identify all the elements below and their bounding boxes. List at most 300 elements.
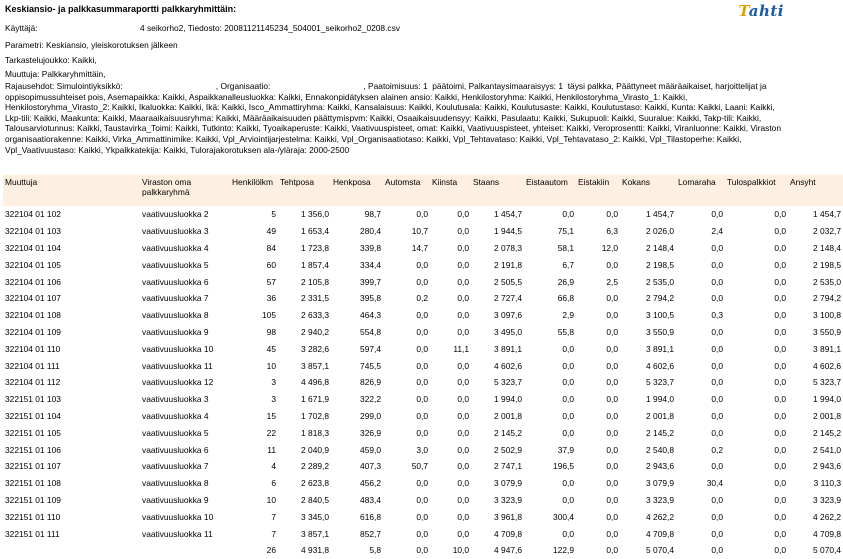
value-cell: 3 323,9 [813, 494, 841, 505]
value-cell: 26 [266, 545, 276, 556]
value-cell: 3 079,9 [494, 478, 522, 489]
value-cell: 0,0 [416, 528, 428, 539]
value-cell: 0,0 [457, 209, 469, 220]
value-cell: 280,4 [360, 226, 381, 237]
value-cell: 2,4 [711, 226, 723, 237]
row-group-cell [140, 542, 230, 559]
value-cell: 3 097,6 [494, 310, 522, 321]
row-code-cell: 322104 01 110 [5, 343, 61, 354]
row-code-cell: 322104 01 108 [5, 310, 61, 321]
value-cell: 0,0 [416, 427, 428, 438]
value-cell: 58,1 [557, 242, 574, 253]
table-row [3, 273, 843, 290]
table-row [3, 458, 843, 475]
value-cell: 0,0 [774, 511, 786, 522]
column-header: Eistakiin [576, 175, 620, 206]
value-cell: 483,4 [360, 494, 381, 505]
value-cell: 0,0 [774, 444, 786, 455]
row-code-cell: 322151 01 108 [5, 478, 61, 489]
value-cell: 4 602,6 [646, 360, 674, 371]
value-cell: 597,4 [360, 343, 381, 354]
row-group-cell: vaativuusluokka 3 [142, 226, 209, 237]
filter-conditions: Rajausehdot: Simulointiyksikkö: , Organisaatio: , Paatoimisuus: 1 päätoimi, Palkantaysimaaraisyys: 1 täysi palkka, Päättyneet määräaikaiset, harjoittelijat ja oppisopimussuhteiset pois, Asemapaikka: Kaikki, Aspaikkanalleusluokka: Kaikki, Ennakonpidätyksen alainen ansio: Kaikki, Henkilostoryhma: Kaikki, Henkilostoryhma_Virasto_1: Kaikki, Henkilostoryhma_Virasto_2: Kaikki, Ikaluokka: Kaikki, Ikä: Kaikki, Isco_Ammattiryhma: Kaikki, Kansalaisuus: Kaikki, Koulutusala: Kaikki, Koulutusaste: Kaikki, Koulutustaso: Kaikki, Kunta: Kaikki, Laani: Kaikki, Lkp-tili: Kaikki, Maakunta: Kaikki, Maaraaikaisuusryhma: Kaikki, Määräaikaisuuden päättymispvm: Kaikki, Osaaikaisuudensyy: Kaikki, Pasulaatu: Kaikki, Sukupuoli: Kaikki, Suuralue: Kaikki, Takp-tili: Kaikki, Talousarviotunnus: Kaikki, Taustavirka_Toimi: Kaikki, Tutkinto: Kaikki, Tyoaikaperuste: Kaikki, Vaativuuspisteet, omat: Kaikki, Vaativuuspisteet, yhteiset: Kaikki, Veroprosentti: Kaikki, Viranluonne: Kaikki, Viraston organisaatiorakenne: Kaikki, Virka_Ammattinimike: Kaikki, Vpl_Arviointijarjestelma: Kaikki, Vpl_Organisaatiotaso: Kaikki, Vpl_Tehtavataso: Kaikki, Vpl_Tehtavataso_2: Kaikki, Vpl_Tilastoperhe: Kaikki, Vpl_Vaativuustaso: Kaikki, Ykpalkkatekija: Kaikki, Tulorajakorotuksen ala-/yläraja: 2000-2500 [5, 81, 784, 155]
value-cell: 0,0 [711, 360, 723, 371]
value-cell: 0,0 [606, 528, 618, 539]
value-cell: 0,0 [562, 209, 574, 220]
table-row [3, 441, 843, 458]
value-cell: 4 709,8 [813, 528, 841, 539]
value-cell: 7 [271, 528, 276, 539]
value-cell: 0,0 [562, 343, 574, 354]
value-cell: 15 [266, 410, 276, 421]
value-cell: 3 [271, 377, 276, 388]
value-cell: 0,0 [562, 377, 574, 388]
row-code-cell: 322104 01 106 [5, 276, 61, 287]
value-cell: 1 356,0 [301, 209, 329, 220]
table-row [3, 525, 843, 542]
value-cell: 4 496,8 [301, 377, 329, 388]
row-group-cell: vaativuusluokka 4 [142, 242, 209, 253]
table-row [3, 542, 843, 559]
user-label: Käyttäjä: [5, 23, 38, 33]
value-cell: 196,5 [553, 461, 574, 472]
value-cell: 7 [271, 511, 276, 522]
column-header: Tulospalkkiot [725, 175, 788, 206]
value-cell: 3 079,9 [646, 478, 674, 489]
column-header: Henkilölkm [230, 175, 278, 206]
value-cell: 3,0 [416, 444, 428, 455]
table-row [3, 206, 843, 223]
column-header: Henkposa [331, 175, 383, 206]
value-cell: 0,0 [457, 494, 469, 505]
value-cell: 0,0 [774, 242, 786, 253]
table-row [3, 324, 843, 341]
value-cell: 2 505,5 [494, 276, 522, 287]
value-cell: 4 931,8 [301, 545, 329, 556]
value-cell: 0,0 [606, 326, 618, 337]
value-cell: 3 550,9 [813, 326, 841, 337]
row-code-cell: 322151 01 105 [5, 427, 61, 438]
row-code-cell: 322151 01 104 [5, 410, 61, 421]
row-group-cell: vaativuusluokka 9 [142, 326, 209, 337]
value-cell: 0,0 [774, 427, 786, 438]
value-cell: 0,0 [416, 478, 428, 489]
row-code-cell [3, 542, 140, 559]
value-cell: 36 [266, 293, 276, 304]
value-cell: 11,1 [453, 343, 469, 354]
value-cell: 3 100,5 [646, 310, 674, 321]
value-cell: 1 994,0 [646, 394, 674, 405]
value-cell: 0,0 [562, 528, 574, 539]
value-cell: 14,7 [411, 242, 428, 253]
value-cell: 0,0 [711, 293, 723, 304]
table-row [3, 391, 843, 408]
value-cell: 2 001,8 [494, 410, 522, 421]
column-header: Viraston oma palkkaryhmä [140, 175, 230, 206]
value-cell: 407,3 [360, 461, 381, 472]
value-cell: 50,7 [411, 461, 428, 472]
value-cell: 2 145,2 [813, 427, 841, 438]
value-cell: 1 944,5 [494, 226, 522, 237]
value-cell: 0,0 [774, 410, 786, 421]
row-group-cell: vaativuusluokka 7 [142, 461, 209, 472]
value-cell: 0,0 [606, 343, 618, 354]
report-title: Keskiansio- ja palkkasummaraportti palkkaryhmittäin: [5, 4, 237, 14]
value-cell: 0,0 [457, 478, 469, 489]
value-cell: 2 727,4 [494, 293, 522, 304]
value-cell: 4 [271, 461, 276, 472]
table-row [3, 340, 843, 357]
value-cell: 334,4 [360, 259, 381, 270]
value-cell: 0,0 [457, 276, 469, 287]
value-cell: 0,0 [711, 326, 723, 337]
value-cell: 2 794,2 [813, 293, 841, 304]
value-cell: 1 702,8 [301, 410, 329, 421]
value-cell: 4 602,6 [494, 360, 522, 371]
row-code-cell: 322104 01 109 [5, 326, 61, 337]
value-cell: 2 198,5 [646, 259, 674, 270]
value-cell: 322,2 [360, 394, 381, 405]
value-cell: 0,0 [457, 242, 469, 253]
value-cell: 3 891,1 [813, 343, 841, 354]
row-group-cell: vaativuusluokka 8 [142, 310, 209, 321]
value-cell: 0,0 [457, 360, 469, 371]
value-cell: 98,7 [364, 209, 381, 220]
value-cell: 0,0 [457, 226, 469, 237]
value-cell: 2 540,8 [646, 444, 674, 455]
value-cell: 826,9 [360, 377, 381, 388]
value-cell: 3 282,6 [301, 343, 329, 354]
value-cell: 0,0 [711, 343, 723, 354]
value-cell: 66,8 [557, 293, 574, 304]
value-cell: 0,0 [416, 343, 428, 354]
value-cell: 3 495,0 [494, 326, 522, 337]
row-code-cell: 322104 01 107 [5, 293, 61, 304]
value-cell: 2 535,0 [646, 276, 674, 287]
value-cell: 745,5 [360, 360, 381, 371]
value-cell: 2 078,3 [494, 242, 522, 253]
value-cell: 5 323,7 [813, 377, 841, 388]
value-cell: 0,0 [606, 478, 618, 489]
value-cell: 0,0 [457, 377, 469, 388]
value-cell: 2 331,5 [301, 293, 329, 304]
value-cell: 6,7 [562, 259, 574, 270]
row-code-cell: 322104 01 103 [5, 226, 61, 237]
row-group-cell: vaativuusluokka 7 [142, 293, 209, 304]
value-cell: 4 709,8 [494, 528, 522, 539]
table-row [3, 240, 843, 257]
value-cell: 0,0 [711, 461, 723, 472]
value-cell: 0,0 [711, 242, 723, 253]
value-cell: 0,0 [457, 394, 469, 405]
value-cell: 0,0 [457, 326, 469, 337]
row-group-cell: vaativuusluokka 9 [142, 494, 209, 505]
value-cell: 3 323,9 [494, 494, 522, 505]
column-header: Ansyht [788, 175, 843, 206]
value-cell: 2 943,6 [646, 461, 674, 472]
value-cell: 2,9 [562, 310, 574, 321]
value-cell: 0,0 [606, 377, 618, 388]
value-cell: 0,0 [606, 360, 618, 371]
table-row [3, 492, 843, 509]
value-cell: 0,0 [606, 511, 618, 522]
value-cell: 0,0 [774, 326, 786, 337]
value-cell: 0,0 [774, 394, 786, 405]
value-cell: 0,0 [457, 427, 469, 438]
user-row [5, 23, 38, 33]
value-cell: 0,0 [457, 310, 469, 321]
value-cell: 554,8 [360, 326, 381, 337]
value-cell: 1 454,7 [646, 209, 674, 220]
value-cell: 0,0 [606, 444, 618, 455]
value-cell: 0,0 [457, 461, 469, 472]
value-cell: 0,0 [416, 511, 428, 522]
value-cell: 0,0 [562, 494, 574, 505]
table-body [3, 206, 843, 559]
value-cell: 0,0 [416, 326, 428, 337]
value-cell: 2 535,0 [813, 276, 841, 287]
value-cell: 98 [266, 326, 276, 337]
column-header: Kiinsta [430, 175, 471, 206]
value-cell: 852,7 [360, 528, 381, 539]
value-cell: 3 323,9 [646, 494, 674, 505]
value-cell: 0,0 [774, 343, 786, 354]
value-cell: 0,0 [774, 494, 786, 505]
value-cell: 0,0 [606, 259, 618, 270]
value-cell: 0,0 [774, 461, 786, 472]
value-cell: 5,8 [369, 545, 381, 556]
value-cell: 0,0 [606, 545, 618, 556]
value-cell: 2 289,2 [301, 461, 329, 472]
value-cell: 0,0 [416, 545, 428, 556]
row-code-cell: 322104 01 102 [5, 209, 61, 220]
value-cell: 2 145,2 [494, 427, 522, 438]
value-cell: 0,0 [711, 427, 723, 438]
value-cell: 3 550,9 [646, 326, 674, 337]
row-group-cell: vaativuusluokka 10 [142, 343, 214, 354]
value-cell: 37,9 [557, 444, 574, 455]
value-cell: 0,0 [457, 259, 469, 270]
value-cell: 0,0 [711, 528, 723, 539]
column-header: Eistaautom [524, 175, 576, 206]
value-cell: 75,1 [557, 226, 574, 237]
value-cell: 45 [266, 343, 276, 354]
value-cell: 2 145,2 [646, 427, 674, 438]
row-group-cell: vaativuusluokka 4 [142, 410, 209, 421]
value-cell: 0,0 [774, 310, 786, 321]
row-group-cell: vaativuusluokka 6 [142, 444, 209, 455]
value-cell: 10 [266, 360, 276, 371]
value-cell: 2 840,5 [301, 494, 329, 505]
value-cell: 0,0 [416, 209, 428, 220]
value-cell: 0,0 [457, 410, 469, 421]
column-header: Muuttuja [3, 175, 140, 206]
row-code-cell: 322104 01 104 [5, 242, 61, 253]
value-cell: 2 026,0 [646, 226, 674, 237]
value-cell: 0,0 [457, 511, 469, 522]
target-group-line: Tarkastelujoukko: Kaikki, [5, 55, 97, 65]
value-cell: 12,0 [601, 242, 618, 253]
value-cell: 0,0 [606, 310, 618, 321]
table-row [3, 357, 843, 374]
value-cell: 11 [267, 444, 276, 455]
value-cell: 6 [271, 478, 276, 489]
column-header: Kokans [620, 175, 676, 206]
table-row [3, 508, 843, 525]
value-cell: 0,0 [711, 494, 723, 505]
value-cell: 0,3 [711, 310, 723, 321]
table-header-row [3, 175, 843, 206]
row-code-cell: 322151 01 110 [5, 511, 61, 522]
value-cell: 2 148,4 [646, 242, 674, 253]
value-cell: 0,0 [774, 293, 786, 304]
value-cell: 0,0 [562, 427, 574, 438]
value-cell: 30,4 [706, 478, 723, 489]
value-cell: 459,0 [360, 444, 381, 455]
value-cell: 0,0 [711, 511, 723, 522]
value-cell: 0,2 [711, 444, 723, 455]
value-cell: 55,8 [557, 326, 574, 337]
row-group-cell: vaativuusluokka 12 [142, 377, 214, 388]
value-cell: 3 [271, 394, 276, 405]
value-cell: 5 323,7 [646, 377, 674, 388]
value-cell: 22 [266, 427, 276, 438]
table-row [3, 307, 843, 324]
value-cell: 2 001,8 [646, 410, 674, 421]
value-cell: 3 100,8 [813, 310, 841, 321]
row-code-cell: 322104 01 112 [5, 377, 61, 388]
value-cell: 2 541,0 [813, 444, 841, 455]
column-header: Automsta [383, 175, 430, 206]
row-group-cell: vaativuusluokka 2 [142, 209, 209, 220]
value-cell: 300,4 [553, 511, 574, 522]
value-cell: 5 [271, 209, 276, 220]
table-row [3, 475, 843, 492]
value-cell: 395,8 [360, 293, 381, 304]
value-cell: 326,9 [360, 427, 381, 438]
tahti-logo: Tahti [738, 2, 784, 20]
value-cell: 0,0 [457, 293, 469, 304]
value-cell: 3 857,1 [301, 528, 329, 539]
row-group-cell: vaativuusluokka 5 [142, 259, 209, 270]
variable-line: Muuttuja: Palkkaryhmittäin, [5, 69, 106, 79]
value-cell: 0,0 [606, 461, 618, 472]
value-cell: 1 994,0 [813, 394, 841, 405]
value-cell: 2 105,8 [301, 276, 329, 287]
value-cell: 0,2 [416, 293, 428, 304]
value-cell: 3 110,3 [813, 478, 841, 489]
value-cell: 4 262,2 [646, 511, 674, 522]
value-cell: 4 602,6 [813, 360, 841, 371]
value-cell: 0,0 [774, 528, 786, 539]
value-cell: 2 198,5 [813, 259, 841, 270]
value-cell: 3 345,0 [301, 511, 329, 522]
value-cell: 456,2 [360, 478, 381, 489]
table-row [3, 223, 843, 240]
value-cell: 0,0 [774, 360, 786, 371]
value-cell: 0,0 [711, 545, 723, 556]
column-header: Lomaraha [676, 175, 725, 206]
row-code-cell: 322104 01 111 [5, 360, 60, 371]
row-code-cell: 322151 01 106 [5, 444, 61, 455]
value-cell: 2 794,2 [646, 293, 674, 304]
row-code-cell: 322151 01 111 [5, 528, 60, 539]
value-cell: 3 891,1 [646, 343, 674, 354]
value-cell: 5 070,4 [813, 545, 841, 556]
value-cell: 0,0 [562, 410, 574, 421]
value-cell: 1 653,4 [301, 226, 329, 237]
value-cell: 2 001,8 [813, 410, 841, 421]
value-cell: 0,0 [606, 394, 618, 405]
value-cell: 1 818,3 [301, 427, 329, 438]
value-cell: 0,0 [774, 226, 786, 237]
value-cell: 2 502,9 [494, 444, 522, 455]
value-cell: 0,0 [606, 410, 618, 421]
row-group-cell: vaativuusluokka 11 [142, 528, 213, 539]
table-row [3, 256, 843, 273]
value-cell: 0,0 [457, 444, 469, 455]
value-cell: 2 191,8 [494, 259, 522, 270]
user-value: 4 seikorho2, Tiedosto: 20081121145234_504001_seikorho2_0208.csv [140, 23, 400, 33]
value-cell: 0,0 [606, 494, 618, 505]
value-cell: 0,0 [774, 377, 786, 388]
row-group-cell: vaativuusluokka 5 [142, 427, 209, 438]
value-cell: 57 [266, 276, 276, 287]
value-cell: 105 [262, 310, 276, 321]
value-cell: 1 994,0 [494, 394, 522, 405]
value-cell: 0,0 [562, 360, 574, 371]
value-cell: 464,3 [360, 310, 381, 321]
value-cell: 0,0 [416, 410, 428, 421]
value-cell: 1 723,8 [301, 242, 329, 253]
value-cell: 2 032,7 [813, 226, 841, 237]
value-cell: 2,5 [606, 276, 618, 287]
value-cell: 339,8 [360, 242, 381, 253]
column-header: Tehtposa [278, 175, 331, 206]
value-cell: 10,0 [452, 545, 469, 556]
value-cell: 122,9 [553, 545, 574, 556]
value-cell: 3 961,8 [494, 511, 522, 522]
value-cell: 10,7 [411, 226, 428, 237]
value-cell: 0,0 [606, 209, 618, 220]
value-cell: 6,3 [606, 226, 618, 237]
value-cell: 1 857,4 [301, 259, 329, 270]
value-cell: 0,0 [711, 209, 723, 220]
value-cell: 84 [266, 242, 276, 253]
value-cell: 0,0 [416, 259, 428, 270]
value-cell: 616,8 [360, 511, 381, 522]
value-cell: 0,0 [416, 276, 428, 287]
row-code-cell: 322151 01 107 [5, 461, 61, 472]
value-cell: 0,0 [416, 494, 428, 505]
row-group-cell: vaativuusluokka 8 [142, 478, 209, 489]
value-cell: 3 891,1 [494, 343, 522, 354]
value-cell: 4 709,8 [646, 528, 674, 539]
value-cell: 2 623,8 [301, 478, 329, 489]
table-row [3, 424, 843, 441]
value-cell: 4 947,6 [494, 545, 522, 556]
value-cell: 5 323,7 [494, 377, 522, 388]
table-row [3, 408, 843, 425]
value-cell: 0,0 [416, 360, 428, 371]
value-cell: 4 262,2 [813, 511, 841, 522]
column-header: Staans [471, 175, 524, 206]
value-cell: 0,0 [774, 209, 786, 220]
row-code-cell: 322151 01 103 [5, 394, 61, 405]
value-cell: 1 454,7 [494, 209, 522, 220]
value-cell: 399,7 [360, 276, 381, 287]
value-cell: 10 [266, 494, 276, 505]
